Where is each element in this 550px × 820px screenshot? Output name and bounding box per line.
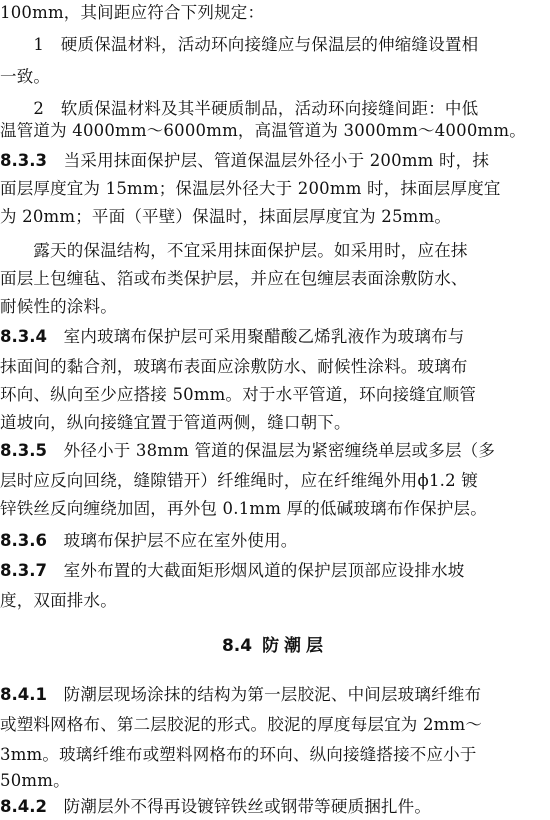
line-text: 外径小于 38mm 管道的保温层为紧密缠绕单层或多层（多 <box>46 441 496 460</box>
text-line <box>0 440 550 462</box>
line-text: 露天的保温结构，不宜采用抹面保护层。如采用时，应在抹 <box>0 241 468 260</box>
clause-number: 8.4.1 <box>0 685 47 704</box>
text-line <box>0 470 550 492</box>
line-text: 1 硬质保温材料，活动环向接缝应与保温层的伸缩缝设置相 <box>0 35 479 54</box>
line-text: 室外布置的大截面矩形烟风道的保护层顶部应设排水坡 <box>46 561 465 580</box>
line-text: 温管道为 4000mm～6000mm，高温管道为 3000mm～4000mm。 <box>0 121 526 140</box>
line-text: 道坡向，纵向接缝宜置于管道两侧，缝口朝下。 <box>0 413 351 432</box>
clause-number: 8.3.6 <box>0 531 47 550</box>
text-line <box>0 714 550 736</box>
line-text: 室内玻璃布保护层可采用聚醋酸乙烯乳液作为玻璃布与 <box>46 327 465 346</box>
text-line <box>0 34 550 56</box>
line-text: 面层厚度宜为 15mm；保温层外径大于 200mm 时，抹面层厚度宜 <box>0 179 501 198</box>
line-text: 100mm，其间距应符合下列规定： <box>0 3 265 22</box>
section-title-text: 防潮层 <box>262 636 329 656</box>
text-line <box>0 120 550 142</box>
line-text: 2 软质保温材料及其半硬质制品，活动环向接缝间距：中低 <box>0 99 479 118</box>
line-text: 环向、纵向至少应搭接 50mm。对于水平管道，环向接缝宜顺管 <box>0 385 477 404</box>
text-line <box>0 560 550 582</box>
section-heading <box>0 634 550 658</box>
line-text: 或塑料网格布、第二层胶泥的形式。胶泥的厚度每层宜为 2mm～ <box>0 715 483 734</box>
line-text: 耐候性的涂料。 <box>0 297 117 316</box>
clause-number: 8.3.7 <box>0 561 47 580</box>
line-text: 度，双面排水。 <box>0 591 117 610</box>
text-line <box>0 98 550 120</box>
text-line <box>0 2 550 24</box>
text-line <box>0 150 550 172</box>
line-text: 50mm。 <box>0 771 70 790</box>
line-text: 当采用抹面保护层、管道保温层外径小于 200mm 时，抹 <box>46 151 490 170</box>
line-text: 为 20mm；平面（平壁）保温时，抹面层厚度宜为 25mm。 <box>0 207 452 226</box>
text-line <box>0 384 550 406</box>
line-text: 一致。 <box>0 67 51 86</box>
text-line <box>0 326 550 348</box>
text-line <box>0 770 550 792</box>
text-line <box>0 412 550 434</box>
line-text: 面层上包缠毡、箔或布类保护层，并应在包缠层表面涂敷防水、 <box>0 269 468 288</box>
text-line <box>0 590 550 612</box>
line-text: 层时应反向回绕，缝隙错开）纤维绳时，应在纤维绳外用ϕ1.2 镀 <box>0 471 478 490</box>
line-text: 抹面间的黏合剂，玻璃布表面应涂敷防水、耐候性涂料。玻璃布 <box>0 357 468 376</box>
line-text: 玻璃布保护层不应在室外使用。 <box>46 531 298 550</box>
clause-number: 8.3.3 <box>0 151 47 170</box>
text-line <box>0 530 550 552</box>
section-number: 8.4 <box>221 636 253 656</box>
text-line <box>0 684 550 706</box>
line-text: 防潮层外不得再设镀锌铁丝或钢带等硬质捆扎件。 <box>46 797 432 816</box>
clause-number: 8.4.2 <box>0 797 47 816</box>
text-line <box>0 66 550 88</box>
text-line <box>0 240 550 262</box>
text-line <box>0 498 550 520</box>
text-line <box>0 178 550 200</box>
text-line <box>0 268 550 290</box>
line-text: 3mm。玻璃纤维布或塑料网格布的环向、纵向接缝搭接不应小于 <box>0 745 477 764</box>
clause-number: 8.3.4 <box>0 327 47 346</box>
line-text: 防潮层现场涂抹的结构为第一层胶泥、中间层玻璃纤维布 <box>46 685 482 704</box>
text-line <box>0 356 550 378</box>
text-line <box>0 796 550 818</box>
line-text: 锌铁丝反向缠绕加固，再外包 0.1mm 厚的低碱玻璃布作保护层。 <box>0 499 487 518</box>
text-line <box>0 296 550 318</box>
text-line <box>0 744 550 766</box>
clause-number: 8.3.5 <box>0 441 47 460</box>
text-line <box>0 206 550 228</box>
